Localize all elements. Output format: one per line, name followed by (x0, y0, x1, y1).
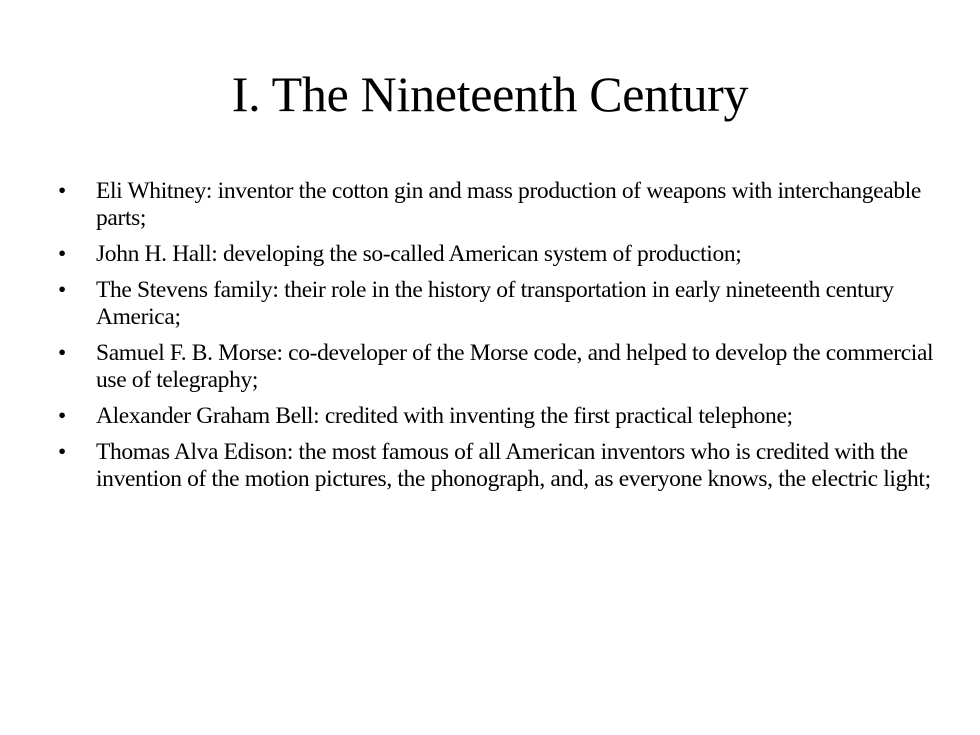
bullet-item-whitney (58, 178, 938, 232)
bullet-icon: • (58, 178, 66, 204)
bullet-text: Alexander Graham Bell: credited with inventing the first practical telephone; (96, 403, 793, 429)
slide-title: I. The Nineteenth Century (231, 66, 749, 122)
bullet-item-morse (58, 340, 938, 394)
bullet-icon: • (58, 241, 66, 267)
bullet-text: Thomas Alva Edison: the most famous of all American inventors who is credited with the invention of the motion pictures, the phonograph, and, as everyone knows, the electric light; (96, 439, 931, 492)
bullet-text: Eli Whitney: inventor the cotton gin and mass production of weapons with interchangeable parts; (96, 178, 922, 231)
bullet-text: The Stevens family: their role in the history of transportation in early nineteenth century America; (96, 277, 894, 330)
bullet-icon: • (58, 439, 66, 465)
bullet-icon: • (58, 277, 66, 303)
bullet-item-hall (58, 241, 938, 268)
bullet-item-bell (58, 403, 938, 430)
bullet-text: John H. Hall: developing the so-called American system of production; (96, 241, 742, 267)
bullet-item-edison (58, 439, 938, 493)
bullet-list (58, 178, 938, 502)
bullet-icon: • (58, 340, 66, 366)
bullet-text: Samuel F. B. Morse: co-developer of the Morse code, and helped to develop the commercial use of telegraphy; (96, 340, 934, 393)
bullet-item-stevens (58, 277, 938, 331)
bullet-icon: • (58, 403, 66, 429)
